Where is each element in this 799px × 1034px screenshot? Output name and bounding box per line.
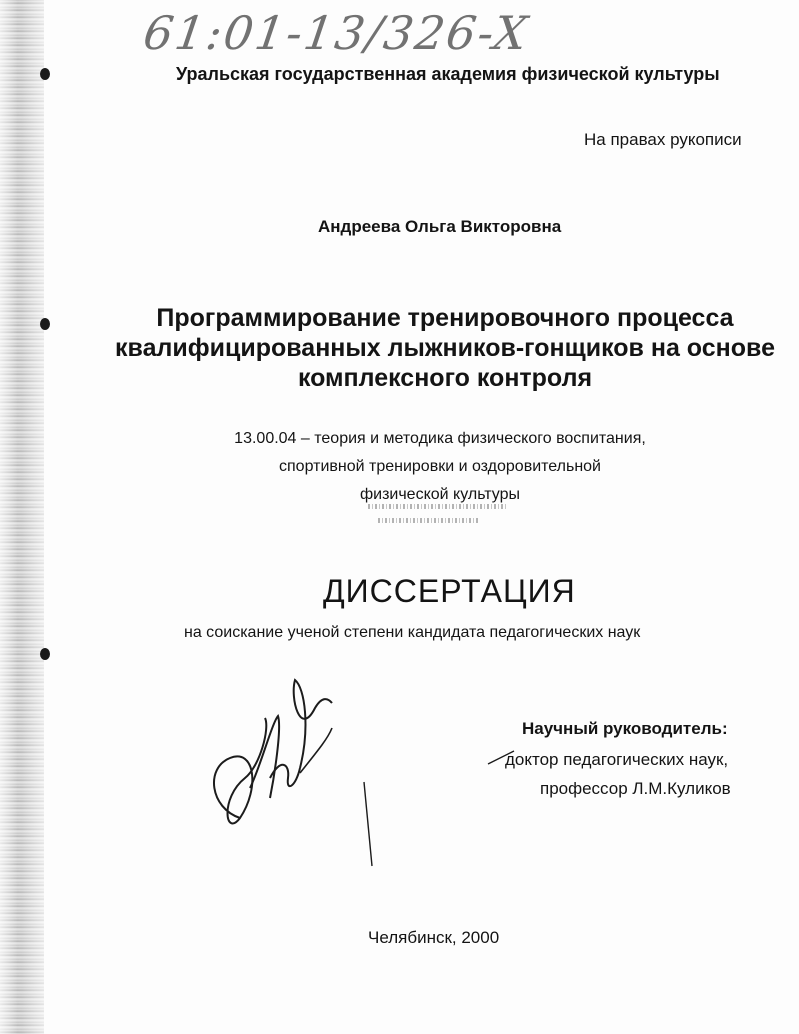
institution-name: Уральская государственная академия физической культуры (176, 64, 720, 84)
supervisor-degree: доктор педагогических наук, (505, 750, 729, 769)
dissertation-title: Программирование тренировочного процесса квалифицированных лыжников-гонщиков на основе комплексного контроля (115, 304, 775, 392)
pen-stroke (360, 780, 380, 870)
punch-hole (40, 318, 50, 330)
handwritten-archive-mark: 61:01-13/326-X (140, 6, 533, 60)
stamp-text-line (368, 504, 508, 509)
signature-icon (200, 668, 350, 858)
supervisor-name: профессор Л.М.Куликов (540, 779, 731, 798)
manuscript-note: На правах рукописи (584, 130, 742, 149)
specialty-line-1: 13.00.04 – теория и методика физического воспитания, (234, 430, 646, 447)
city-year: Челябинск, 2000 (368, 928, 500, 947)
author-name: Андреева Ольга Викторовна (318, 217, 562, 236)
document-type: ДИССЕРТАЦИЯ (323, 573, 576, 609)
degree-line: на соискание ученой степени кандидата педагогических наук (184, 624, 641, 641)
specialty-line-3: физической культуры (359, 486, 521, 503)
scan-binding-fade (0, 0, 44, 1034)
specialty-line-2: спортивной тренировки и оздоровительной (279, 458, 601, 475)
punch-hole (40, 68, 50, 80)
punch-hole (40, 648, 50, 660)
pen-stroke (486, 748, 516, 768)
faded-stamp (368, 496, 508, 536)
supervisor-label: Научный руководитель: (522, 719, 728, 738)
stamp-text-line (378, 518, 478, 523)
